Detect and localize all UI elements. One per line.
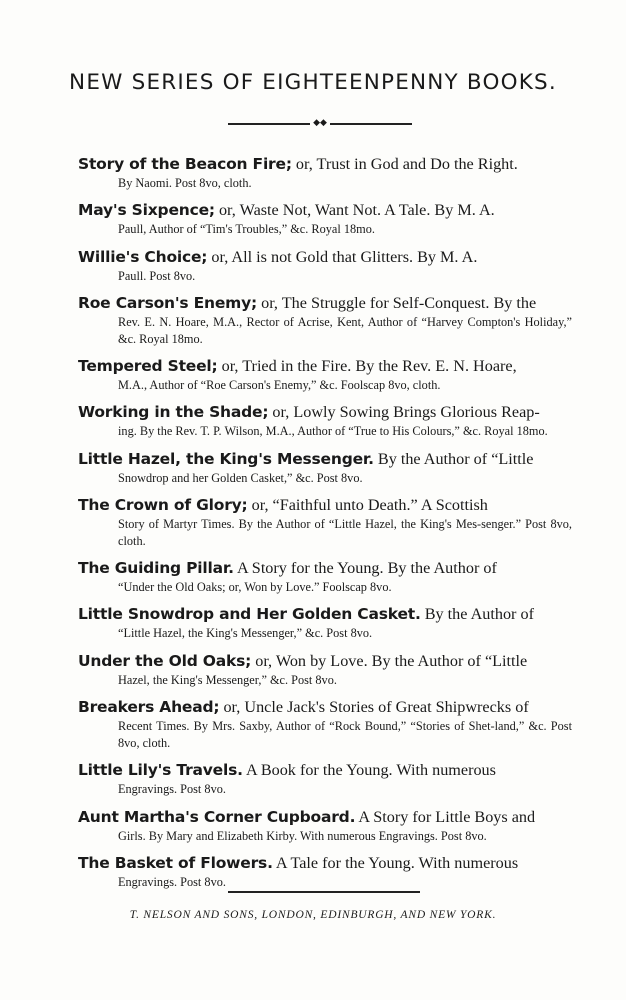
book-subtitle: A Story for the Young. By the Author of: [236, 559, 497, 578]
book-subtitle: or, The Struggle for Self-Conquest. By the: [261, 294, 537, 313]
book-details: Paull, Author of “Tim's Troubles,” &c. Royal 18mo.: [118, 222, 375, 237]
book-entry: [78, 650, 572, 688]
book-title: May's Sixpence;: [78, 201, 215, 220]
book-subtitle: A Tale for the Young. With numerous: [275, 853, 519, 872]
book-details: Rev. E. N. Hoare, M.A., Rector of Acrise, Kent, Author of “Harvey Compton's Holiday,” &c. Royal 18mo.: [118, 315, 572, 346]
book-entry: [78, 603, 572, 641]
book-subtitle: or, Trust in God and Do the Right.: [295, 155, 518, 173]
book-list: [78, 153, 572, 898]
book-subtitle: or, Won by Love. By the Author of “Little: [255, 651, 528, 670]
book-title: Little Hazel, the King's Messenger.: [78, 449, 374, 468]
book-title: The Basket of Flowers.: [78, 853, 273, 872]
book-title: Roe Carson's Enemy;: [78, 294, 258, 313]
book-entry: [78, 292, 572, 347]
book-title: Breakers Ahead;: [78, 698, 220, 717]
book-details: Engravings. Post 8vo.: [118, 874, 226, 889]
book-title: Little Lily's Travels.: [78, 761, 243, 780]
book-entry: [78, 494, 572, 549]
book-title: The Crown of Glory;: [78, 496, 248, 515]
book-details: ing. By the Rev. T. P. Wilson, M.A., Author of “True to His Colours,” &c. Royal 18mo.: [118, 424, 548, 439]
book-details: Recent Times. By Mrs. Saxby, Author of “Rock Bound,” “Stories of Shet-land,” &c. Post 8vo, cloth.: [118, 719, 572, 750]
book-details: M.A., Author of “Roe Carson's Enemy,” &c. Foolscap 8vo, cloth.: [118, 378, 441, 393]
book-entry: [78, 246, 572, 284]
book-details: Story of Martyr Times. By the Author of “Little Hazel, the King's Mes-senger.” Post 8vo, cloth.: [118, 517, 572, 548]
book-subtitle: A Story for Little Boys and: [358, 807, 536, 826]
book-entry: [78, 696, 572, 751]
book-details: Hazel, the King's Messenger,” &c. Post 8vo.: [118, 672, 337, 687]
book-subtitle: or, Lowly Sowing Brings Glorious Reap-: [272, 403, 540, 422]
book-subtitle: or, “Faithful unto Death.” A Scottish: [251, 496, 488, 515]
book-entry: [78, 806, 572, 844]
book-details: Engravings. Post 8vo.: [118, 782, 226, 797]
book-title: Working in the Shade;: [78, 403, 269, 422]
book-entry: [78, 852, 572, 890]
book-entry: [78, 448, 572, 486]
publisher-imprint: T. NELSON AND SONS, LONDON, EDINBURGH, AND NEW YORK.: [129, 909, 497, 921]
title-ornament-rule: [228, 118, 412, 128]
book-details: Paull. Post 8vo.: [118, 268, 196, 283]
book-entry: [78, 401, 572, 439]
book-title: Willie's Choice;: [78, 247, 208, 266]
book-entry: [78, 153, 572, 191]
book-details: By Naomi. Post 8vo, cloth.: [118, 176, 252, 190]
footer-rule: [228, 891, 420, 893]
book-details: “Little Hazel, the King's Messenger,” &c. Post 8vo.: [118, 626, 373, 641]
book-title: Under the Old Oaks;: [78, 651, 252, 670]
book-subtitle: By the Author of “Little: [377, 449, 534, 468]
ornament-diamonds: ◆◆: [310, 116, 330, 130]
book-subtitle: A Book for the Young. With numerous: [245, 761, 496, 780]
book-subtitle: or, Waste Not, Want Not. A Tale. By M. A.: [218, 201, 495, 220]
book-entry: [78, 759, 572, 797]
book-details: “Under the Old Oaks; or, Won by Love.” Foolscap 8vo.: [118, 580, 392, 595]
book-subtitle: or, Tried in the Fire. By the Rev. E. N. Hoare,: [221, 357, 517, 376]
book-entry: [78, 557, 572, 595]
book-title: Story of the Beacon Fire;: [78, 155, 292, 173]
page-title: NEW SERIES OF EIGHTEENPENNY BOOKS.: [69, 70, 557, 95]
book-details: Girls. By Mary and Elizabeth Kirby. With numerous Engravings. Post 8vo.: [118, 828, 487, 843]
book-entry: [78, 355, 572, 393]
book-details: Snowdrop and her Golden Casket,” &c. Post 8vo.: [118, 470, 363, 485]
book-title: Aunt Martha's Corner Cupboard.: [78, 807, 356, 826]
book-entry: [78, 199, 572, 237]
book-title: Tempered Steel;: [78, 357, 218, 376]
book-subtitle: By the Author of: [424, 605, 534, 624]
book-title: Little Snowdrop and Her Golden Casket.: [78, 605, 421, 624]
book-title: The Guiding Pillar.: [78, 559, 234, 578]
book-subtitle: or, Uncle Jack's Stories of Great Shipwrecks of: [223, 698, 529, 717]
book-subtitle: or, All is not Gold that Glitters. By M. A.: [211, 247, 478, 266]
